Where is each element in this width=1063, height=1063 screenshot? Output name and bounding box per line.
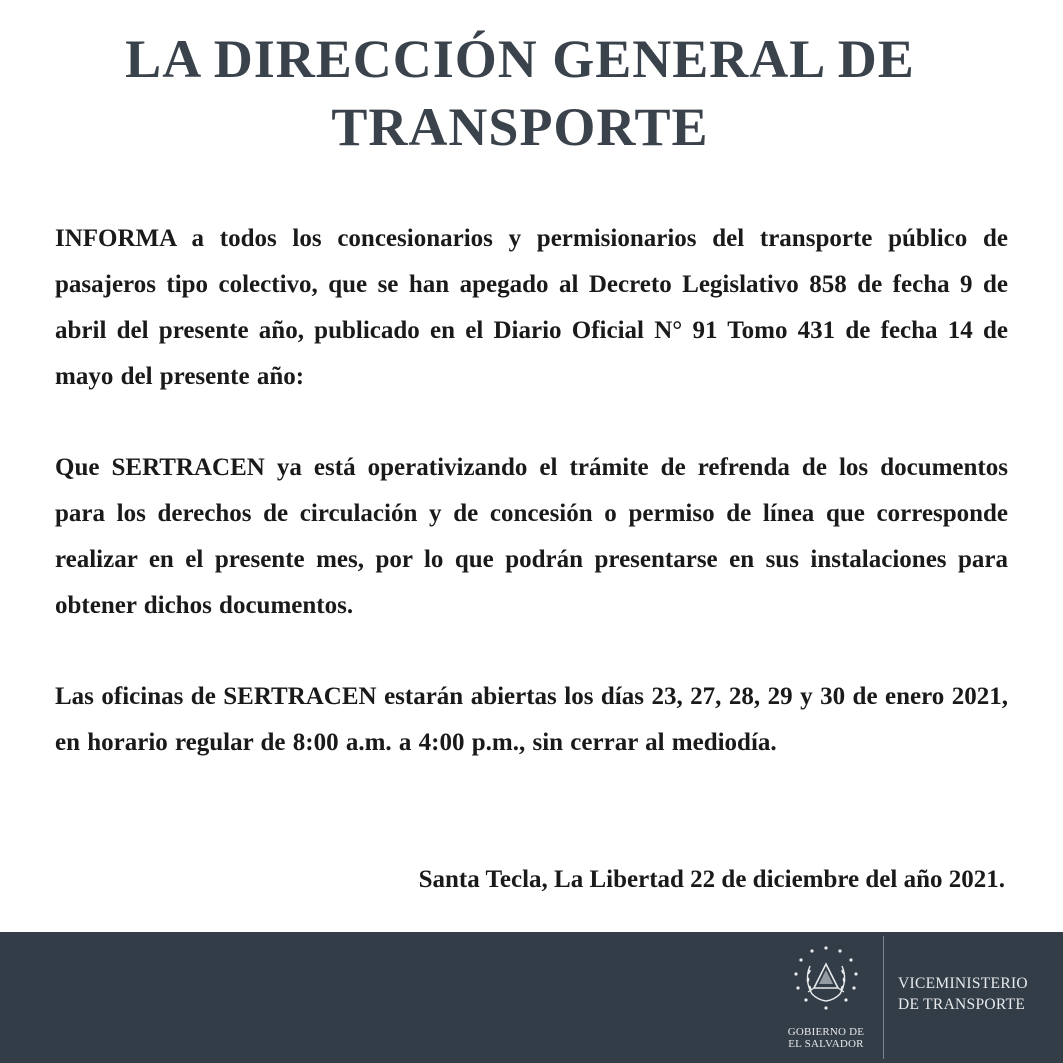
vice-line-1: VICEMINISTERIO (898, 975, 1028, 992)
vice-line-2: DE TRANSPORTE (898, 996, 1026, 1013)
gov-line-1: GOBIERNO DE (787, 1026, 865, 1038)
footer-divider (883, 936, 884, 1059)
paragraph-sertracen: Que SERTRACEN ya está operativizando el trámite de refrenda de los documentos para los derechos de circulación y de concesión o permiso de línea que corresponde realizar en el presente mes, por lo que podrán presentarse en sus instalaciones para obtener dichos documentos. (55, 454, 1008, 619)
paragraph-informa: INFORMA a todos los concesionarios y permisionarios del transporte público de pasajeros tipo colectivo, que se han apegado al Decreto Legislativo 858 de fecha 9 de abril del presente año, publicado en el Diario Oficial N° 91 Tomo 431 de fecha 14 de mayo del presente año: (55, 225, 1008, 390)
gov-line-2: EL SALVADOR (788, 1038, 864, 1050)
title-line-1: LA DIRECCIÓN GENERAL DE (125, 29, 915, 89)
viceministerio-label (898, 973, 1028, 1015)
paragraph-schedule: Las oficinas de SERTRACEN estarán abiertas los días 23, 27, 28, 29 y 30 de enero 2021, en horario regular de 8:00 a.m. a 4:00 p.m., sin cerrar al mediodía. (55, 683, 1008, 756)
el-salvador-coat-of-arms-icon (792, 944, 860, 1012)
title-line-2: TRANSPORTE (331, 97, 709, 157)
gobierno-el-salvador-label (770, 1026, 882, 1050)
footer-bar (0, 932, 1063, 1063)
signature-place-date: Santa Tecla, La Libertad 22 de diciembre del año 2021. (418, 866, 1005, 893)
